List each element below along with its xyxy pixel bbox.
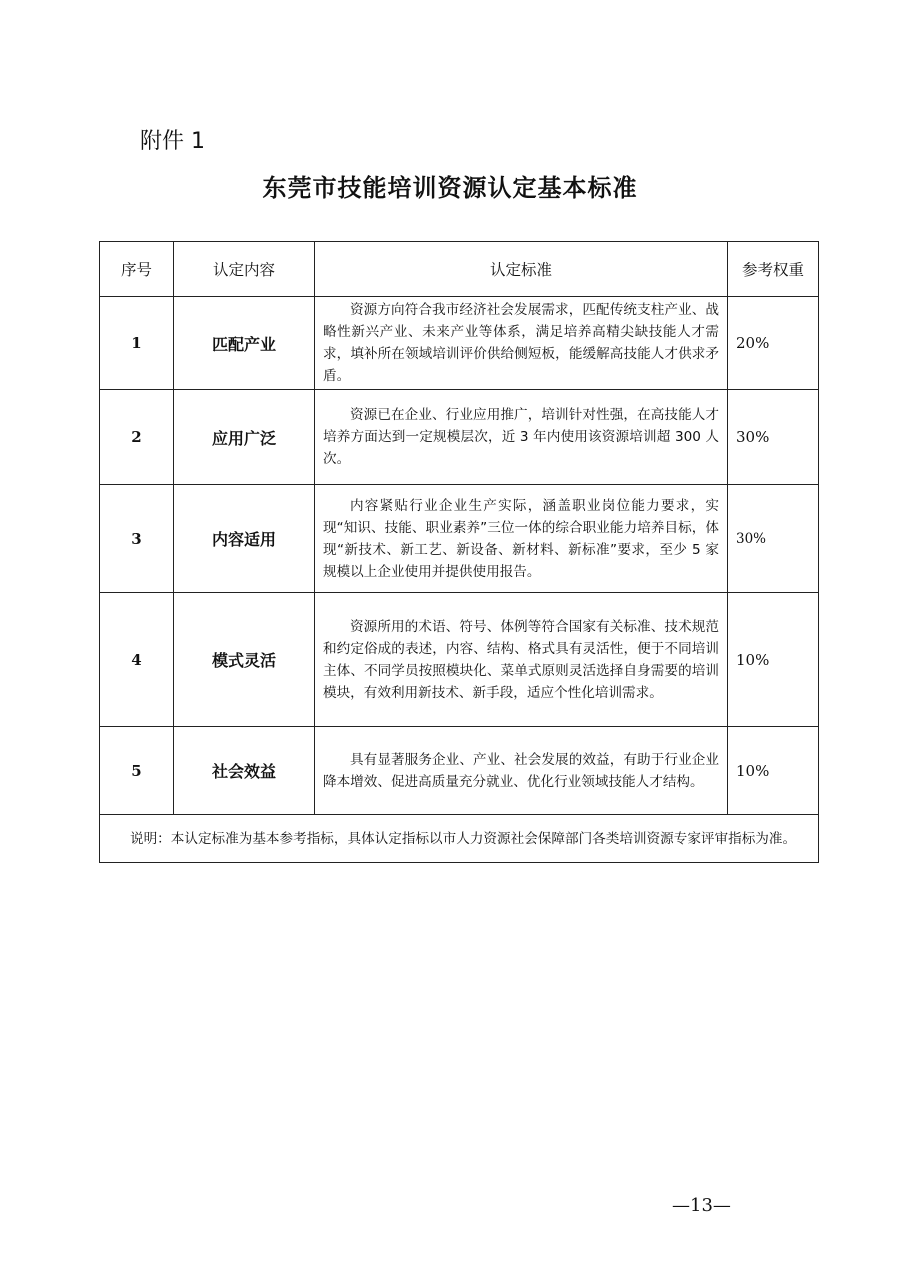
header-weight: 参考权重: [728, 242, 819, 297]
row-weight: 20%: [728, 297, 819, 390]
table-row: [100, 727, 819, 815]
row-weight: 30%: [728, 485, 819, 593]
document-title: 东莞市技能培训资源认定基本标准: [262, 174, 638, 202]
row-criteria: 资源所用的术语、符号、体例等符合国家有关标准、技术规范和约定俗成的表述，内容、结构、格式具有灵活性，便于不同培训主体、不同学员按照模块化、菜单式原则灵活选择自身需要的培训模块，有效利用新技术、新手段，适应个性化培训需求。: [323, 618, 719, 701]
row-criteria-cell: [315, 390, 728, 485]
row-criteria: 内容紧贴行业企业生产实际，涵盖职业岗位能力要求，实现“知识、技能、职业素养”三位一体的综合职业能力培养目标，体现“新技术、新工艺、新设备、新材料、新标准”要求，至少 5 家规模以上企业使用并提供使用报告。: [323, 497, 719, 580]
row-content: 匹配产业: [174, 297, 315, 390]
row-criteria: 资源已在企业、行业应用推广，培训针对性强，在高技能人才培养方面达到一定规模层次，近 3 年内使用该资源培训超 300 人次。: [323, 407, 719, 467]
standards-table: [99, 241, 819, 863]
row-index: 2: [100, 390, 174, 485]
page-number: —13—: [672, 1195, 731, 1216]
row-criteria-cell: [315, 593, 728, 727]
header-content: 认定内容: [174, 242, 315, 297]
header-index: 序号: [100, 242, 174, 297]
row-index: 5: [100, 727, 174, 815]
table-row: [100, 593, 819, 727]
row-criteria: 具有显著服务企业、产业、社会发展的效益，有助于行业企业降本增效、促进高质量充分就业、优化行业领域技能人才结构。: [323, 751, 719, 790]
row-criteria-cell: [315, 485, 728, 593]
row-index: 1: [100, 297, 174, 390]
table-row: [100, 390, 819, 485]
row-index: 4: [100, 593, 174, 727]
row-content: 社会效益: [174, 727, 315, 815]
row-content: 内容适用: [174, 485, 315, 593]
row-criteria-cell: [315, 727, 728, 815]
table-header-row: [100, 242, 819, 297]
table-note: 说明：本认定标准为基本参考指标，具体认定指标以市人力资源社会保障部门各类培训资源专家评审指标为准。: [100, 815, 819, 863]
row-content: 模式灵活: [174, 593, 315, 727]
table-row: [100, 297, 819, 390]
row-criteria: 资源方向符合我市经济社会发展需求，匹配传统支柱产业、战略性新兴产业、未来产业等体系，满足培养高精尖缺技能人才需求，填补所在领域培训评价供给侧短板，能缓解高技能人才供求矛盾。: [323, 302, 719, 384]
table-row: [100, 485, 819, 593]
row-criteria-cell: [315, 297, 728, 390]
row-content: 应用广泛: [174, 390, 315, 485]
row-weight: 10%: [728, 593, 819, 727]
table-note-row: [100, 815, 819, 863]
header-criteria: 认定标准: [315, 242, 728, 297]
attachment-label: 附件 1: [140, 129, 205, 154]
row-weight: 10%: [728, 727, 819, 815]
row-index: 3: [100, 485, 174, 593]
row-weight: 30%: [728, 390, 819, 485]
